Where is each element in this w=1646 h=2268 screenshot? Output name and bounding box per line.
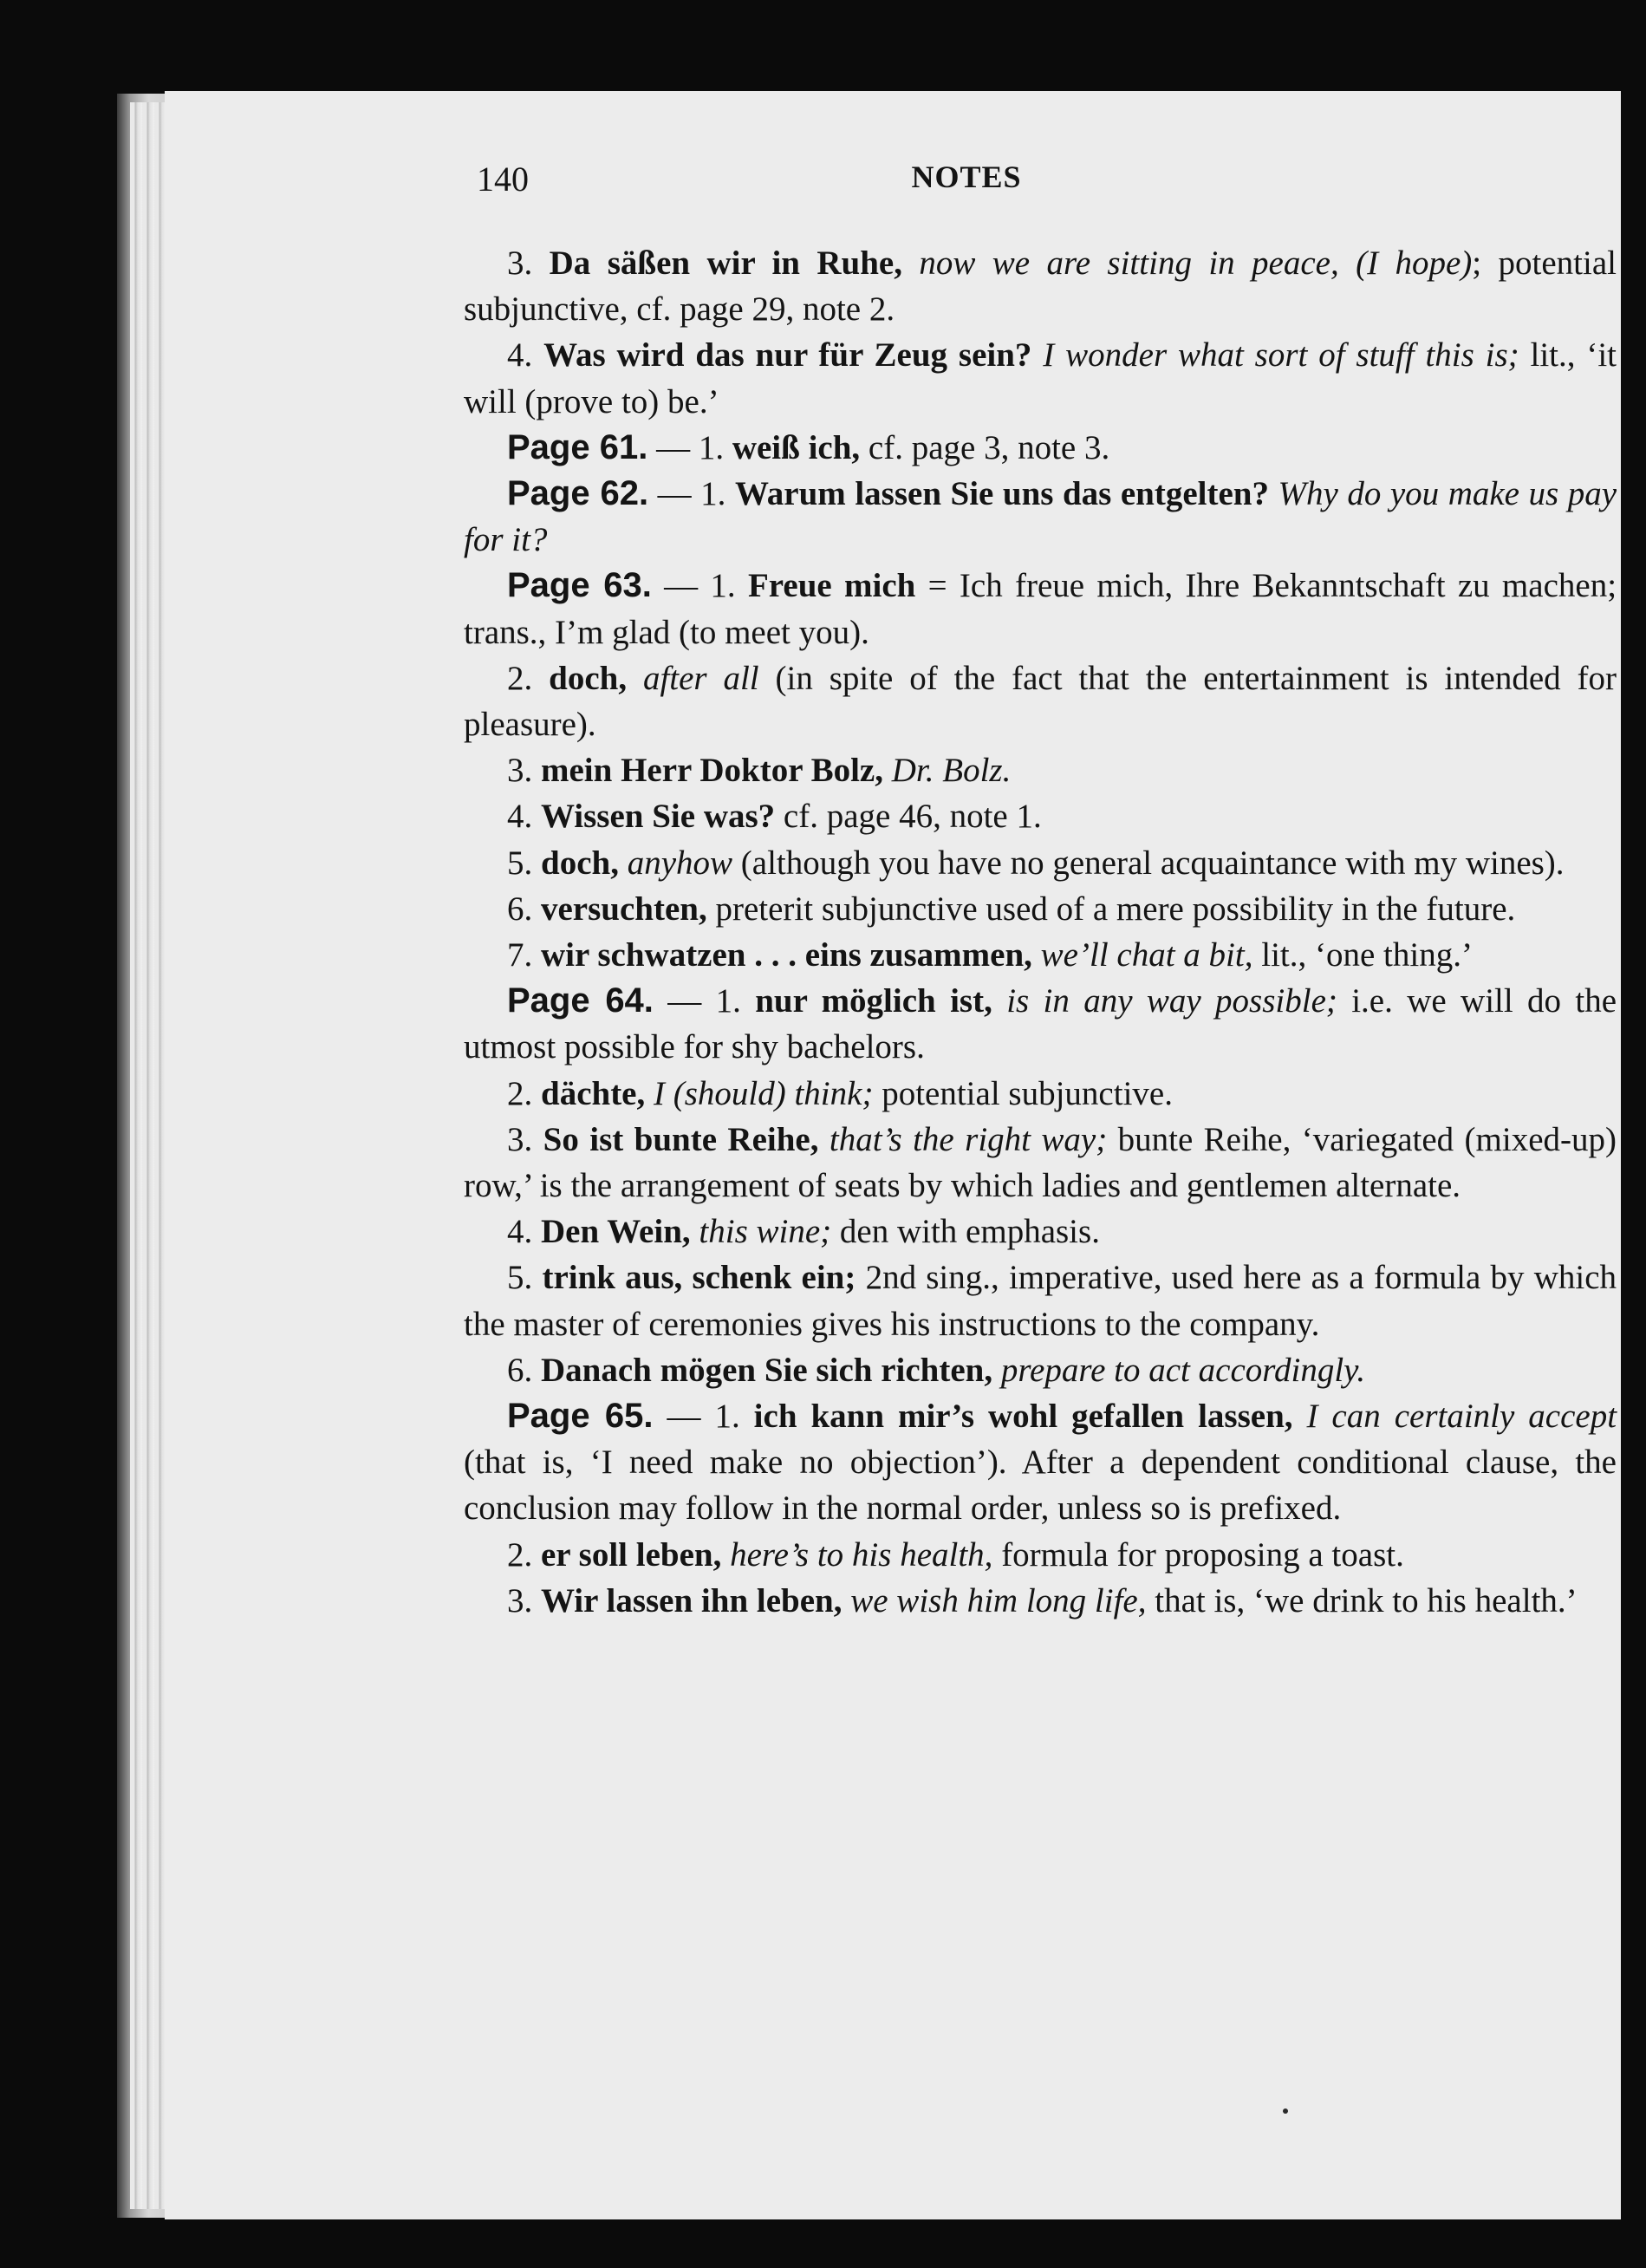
german-phrase: mein Herr Doktor Bolz,	[541, 752, 883, 790]
note-entry	[464, 886, 1617, 932]
note-entry	[464, 332, 1617, 424]
translation: after all	[642, 659, 759, 697]
german-phrase: wir schwatzen . . . eins zusammen,	[541, 936, 1032, 974]
note-commentary: den with emphasis.	[831, 1213, 1100, 1251]
note-number: — 1.	[648, 475, 726, 513]
german-phrase: weiß ich,	[732, 428, 861, 466]
note-entry	[464, 793, 1617, 839]
page-ref: Page 65.	[507, 1397, 654, 1436]
note-number: — 1.	[653, 1398, 740, 1436]
note-entry	[464, 840, 1617, 886]
note-commentary: lit., ‘it will (prove to) be.’	[464, 336, 1617, 420]
note-entry	[464, 1117, 1617, 1209]
german-phrase: Da säßen wir in Ruhe,	[549, 244, 902, 282]
german-phrase: trink aus, schenk ein;	[542, 1259, 856, 1297]
note-entry	[464, 1071, 1617, 1117]
translation: we’ll chat a bit,	[1040, 936, 1253, 974]
note-entry	[464, 1209, 1617, 1255]
page-ref: Page 64.	[507, 981, 654, 1020]
note-number: 4.	[507, 1213, 533, 1251]
note-commentary: potential subjunctive.	[873, 1074, 1173, 1112]
german-phrase: Warum lassen Sie uns das entgelten?	[734, 475, 1269, 513]
note-number: 3.	[507, 752, 533, 790]
german-phrase: er soll leben,	[541, 1535, 722, 1574]
note-number: 6.	[507, 1351, 533, 1389]
note-number: 3.	[507, 1581, 533, 1620]
note-commentary: cf. page 3, note 3.	[868, 428, 1110, 466]
translation: I can certainly accept	[1306, 1398, 1617, 1436]
note-number: 2.	[507, 1535, 533, 1574]
german-phrase: Den Wein,	[541, 1213, 691, 1251]
translation: that’s the right way;	[829, 1120, 1108, 1158]
book-page	[165, 91, 1621, 2219]
note-commentary: (although you have no general acquaintance with my wines).	[732, 844, 1565, 882]
note-number: 2.	[507, 659, 533, 697]
page-ref: Page 61.	[507, 427, 648, 466]
translation: Dr. Bolz.	[891, 752, 1012, 790]
translation: Why do you make us pay for it?	[464, 475, 1617, 559]
note-entry	[464, 240, 1617, 332]
note-number: 4.	[507, 798, 533, 836]
translation: anyhow	[627, 844, 733, 882]
note-commentary: lit., ‘one thing.’	[1252, 936, 1473, 974]
german-phrase: doch,	[541, 844, 619, 882]
note-commentary: formula for proposing a toast.	[992, 1535, 1404, 1574]
note-entry	[464, 1347, 1617, 1393]
german-phrase: Was wird das nur für Zeug sein?	[543, 336, 1032, 375]
note-commentary: preterit subjunctive used of a mere possibility in the future.	[715, 890, 1516, 928]
german-phrase: nur möglich ist,	[755, 982, 992, 1020]
translation: I (should) think;	[654, 1074, 874, 1112]
notes-body	[464, 240, 1617, 1624]
note-entry	[464, 1393, 1617, 1532]
note-number: 2.	[507, 1074, 533, 1112]
page-ref: Page 63.	[507, 566, 652, 605]
note-entry	[464, 425, 1617, 471]
note-entry	[464, 932, 1617, 978]
note-entry	[464, 471, 1617, 563]
note-commentary: cf. page 46, note 1.	[783, 798, 1042, 836]
note-number: 3.	[507, 244, 533, 282]
german-phrase: Freue mich	[747, 567, 916, 605]
note-number: 3.	[507, 1120, 533, 1158]
print-speck	[1283, 2108, 1288, 2114]
note-commentary: that is, ‘we drink to his health.’	[1146, 1581, 1578, 1620]
page-number: 140	[477, 160, 529, 199]
note-number: 7.	[507, 936, 533, 974]
note-number: 6.	[507, 890, 533, 928]
translation: here’s to his health,	[730, 1535, 993, 1574]
note-number: — 1.	[647, 428, 725, 466]
translation: now we are sitting in peace, (I hope)	[919, 244, 1473, 282]
german-phrase: Wir lassen ihn leben,	[541, 1581, 843, 1620]
note-commentary: ; potential subjunctive, cf. page 29, note 2.	[464, 244, 1617, 329]
german-phrase: doch,	[549, 659, 628, 697]
german-phrase: Wissen Sie was?	[541, 798, 776, 836]
note-entry	[464, 655, 1617, 747]
note-commentary: = Ich freue mich, Ihre Bekanntschaft zu machen; trans., I’m glad (to meet you).	[464, 567, 1617, 651]
note-entry	[464, 747, 1617, 793]
page-header	[477, 159, 1456, 211]
translation: this wine;	[699, 1213, 832, 1251]
german-phrase: versuchten,	[541, 890, 707, 928]
note-number: 5.	[507, 1259, 533, 1297]
german-phrase: dächte,	[541, 1074, 646, 1112]
german-phrase: Danach mögen Sie sich richten,	[541, 1351, 993, 1389]
german-phrase: So ist bunte Reihe,	[543, 1120, 819, 1158]
note-commentary: 2nd sing., imperative, used here as a formula by which the master of ceremonies gives his instructions to the company.	[464, 1259, 1617, 1343]
note-entry	[464, 563, 1617, 655]
translation: I wonder what sort of stuff this is;	[1043, 336, 1519, 375]
note-entry	[464, 1532, 1617, 1578]
note-number: 5.	[507, 844, 533, 882]
german-phrase: ich kann mir’s wohl gefallen lassen,	[753, 1398, 1293, 1436]
note-commentary: i.e. we will do the utmost possible for shy bachelors.	[464, 982, 1617, 1066]
note-number: — 1.	[651, 567, 736, 605]
running-title: NOTES	[911, 160, 1022, 194]
note-entry	[464, 1578, 1617, 1624]
note-entry	[464, 978, 1617, 1070]
note-number: — 1.	[653, 982, 741, 1020]
translation: is in any way possible;	[1006, 982, 1337, 1020]
note-commentary: (that is, ‘I need make no objection’). After a dependent conditional clause, the conclusion may follow in the normal order, unless so is prefixed.	[464, 1444, 1617, 1528]
page-ref: Page 62.	[507, 474, 649, 513]
translation: prepare to act accordingly.	[1000, 1351, 1366, 1389]
note-entry	[464, 1255, 1617, 1346]
note-commentary: (in spite of the fact that the entertainment is intended for pleasure).	[464, 659, 1617, 744]
translation: we wish him long life,	[850, 1581, 1147, 1620]
note-commentary: bunte Reihe, ‘variegated (mixed-up) row,’ is the arrangement of seats by which ladies and gentlemen alternate.	[464, 1120, 1617, 1205]
note-number: 4.	[507, 336, 533, 375]
